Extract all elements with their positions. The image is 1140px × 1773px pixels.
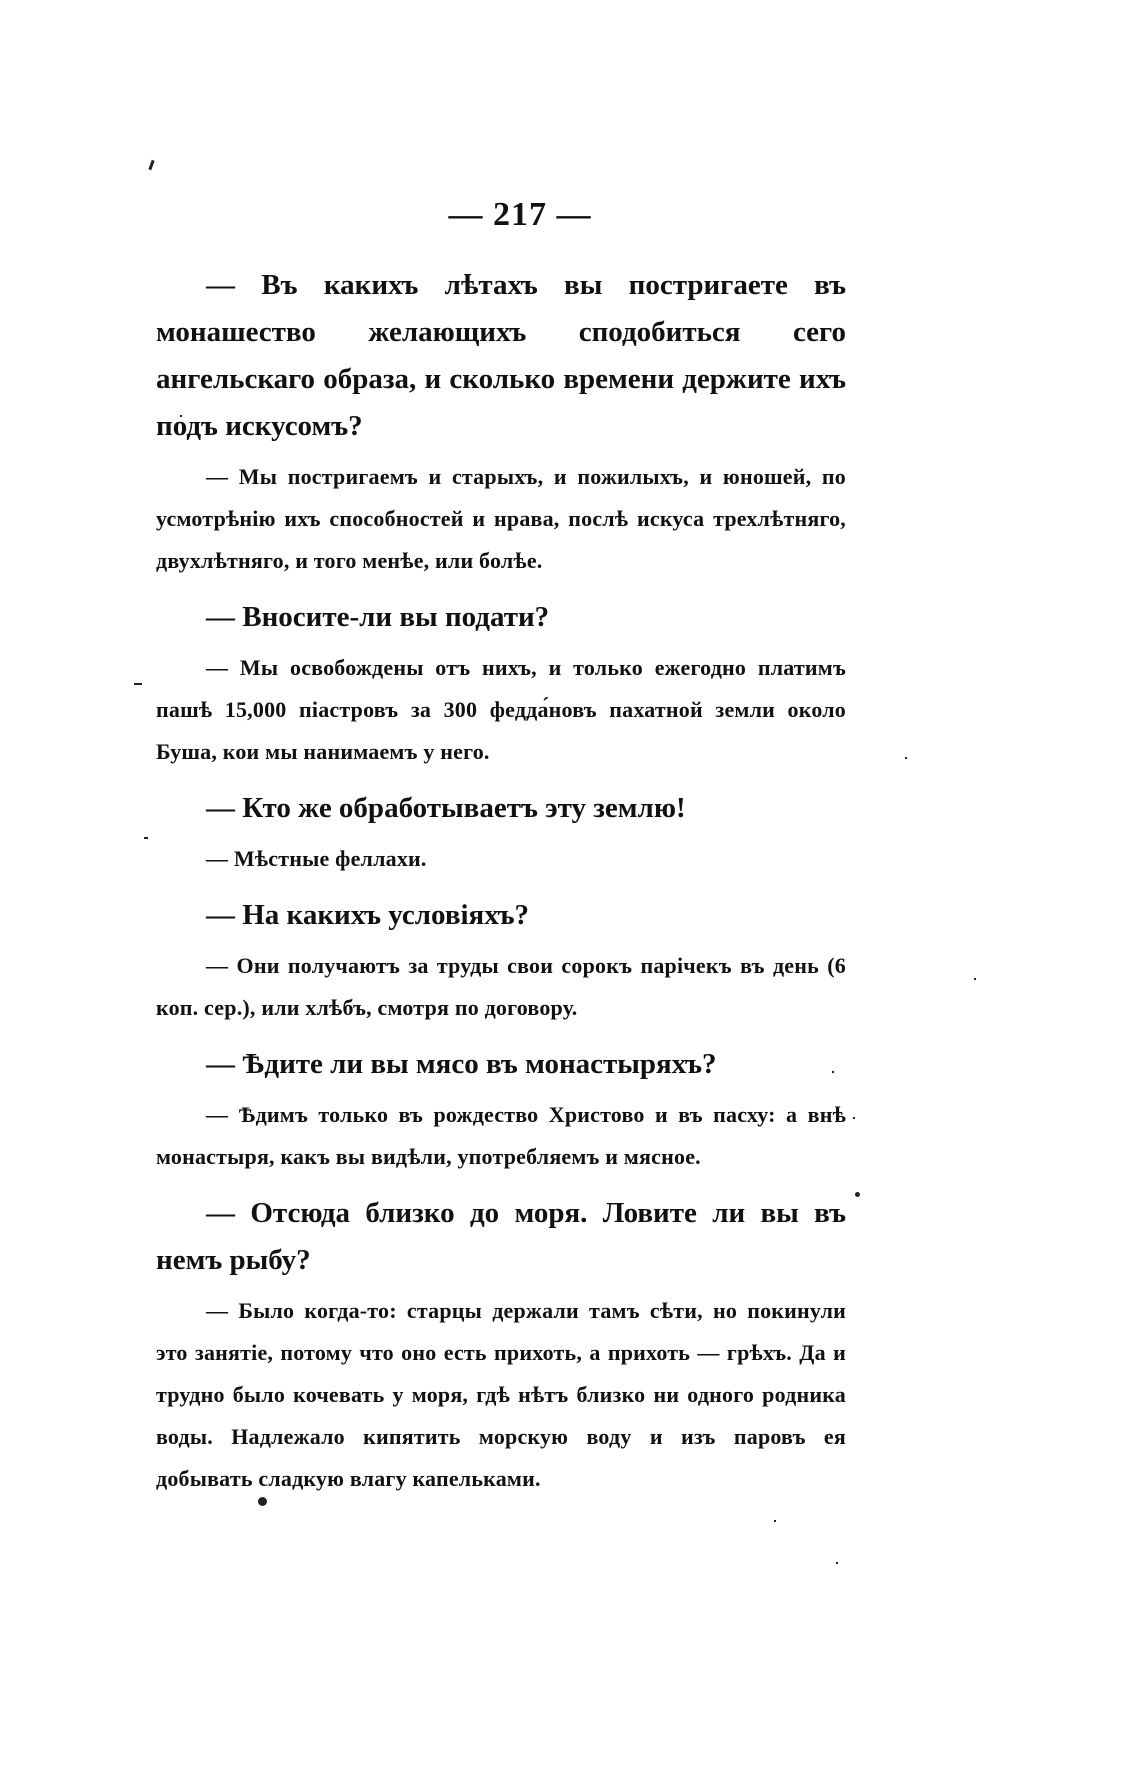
question-paragraph: — Отсюда близко до моря. Ловите ли вы въ немъ рыбу?: [156, 1197, 846, 1276]
question-paragraph: — На какихъ условіяхъ?: [206, 899, 530, 931]
speck: [853, 1117, 855, 1119]
answer-paragraph: — Мы постригаемъ и старыхъ, и пожилыхъ, и юношей, по усмотрѣнію ихъ способностей и нрава, послѣ искуса трехлѣтняго, двухлѣтняго, и того менѣе, или болѣе.: [156, 464, 846, 573]
speck: [836, 1562, 838, 1564]
answer-paragraph: — Они получаютъ за труды свои сорокъ парічекъ въ день (6 коп. сер.), или хлѣбъ, смотря по договору.: [156, 953, 846, 1020]
speck: [774, 1520, 776, 1522]
answer-paragraph: — Было когда-то: старцы держали тамъ сѣти, но покинули это занятіе, потому что оно есть прихоть, а прихоть — грѣхъ. Да и трудно было кочевать у моря, гдѣ нѣтъ близко ни одного родника воды. Надлежало кипятить морскую воду и изъ паровъ ея добывать сладкую влагу капельками.: [156, 1298, 846, 1491]
question-paragraph: — Въ какихъ лѣтахъ вы постригаете въ монашество желающихъ сподобиться сего ангельскаго образа, и сколько времени держите ихъ подъ искусомъ?: [156, 269, 846, 442]
answer-paragraph: — Ѣдимъ только въ рождество Христово и въ пасху: а внѣ монастыря, какъ вы видѣли, употребляемъ и мясное.: [156, 1102, 846, 1169]
answer-paragraph: — Мѣстные феллахи.: [206, 846, 427, 871]
speck: [974, 978, 976, 980]
question-paragraph: — Вносите-ли вы подати?: [206, 601, 550, 633]
body-text: [156, 262, 846, 1512]
question-paragraph: — Ѣдите ли вы мясо въ монастыряхъ?: [206, 1048, 717, 1080]
page-number: — 217 —: [448, 196, 592, 233]
print-mark: [144, 837, 148, 839]
answer-paragraph: — Мы освобождены отъ нихъ, и только ежегодно платимъ пашѣ 15,000 піастровъ за 300 федда́новъ пахатной земли около Буша, кои мы нанимаемъ у него.: [156, 655, 846, 764]
ink-dot: [855, 1192, 860, 1197]
speck: [905, 757, 907, 759]
print-mark: [148, 160, 154, 170]
question-paragraph: — Кто же обработываетъ эту землю!: [206, 792, 686, 824]
print-mark: [134, 683, 142, 685]
